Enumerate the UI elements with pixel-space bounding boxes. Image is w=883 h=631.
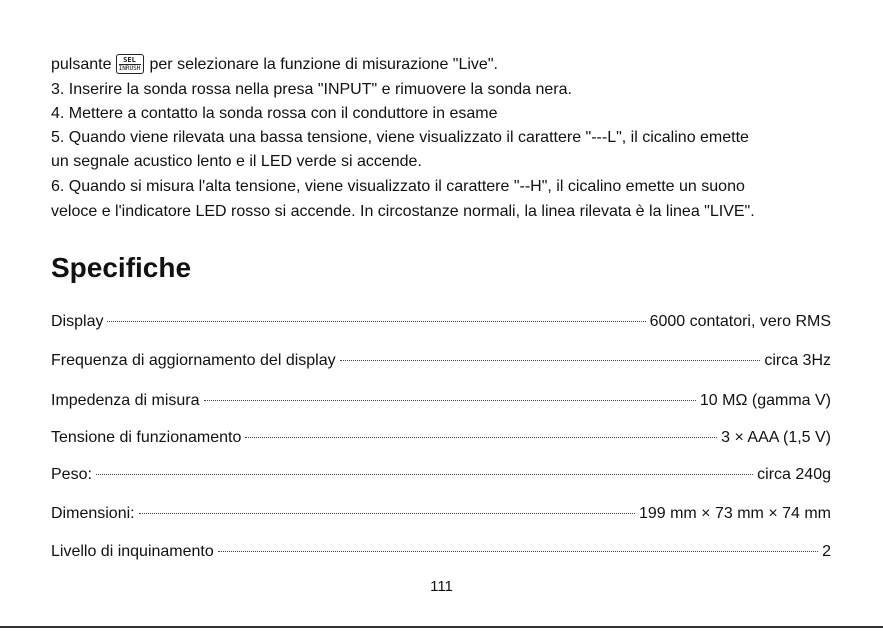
instruction-step-6-cont: veloce e l'indicatore LED rosso si accende. In circostanze normali, la linea rilevata è la linea "LIVE". [51,203,755,220]
spec-label: Frequenza di aggiornamento del display [51,352,336,369]
dot-leader [340,360,761,361]
dot-leader [218,551,818,552]
dot-leader [107,321,645,322]
sel-inrush-key-icon: SEL INRUSH [116,54,144,74]
spec-value: 199 mm × 73 mm × 74 mm [638,505,831,522]
dot-leader [245,437,717,438]
spec-row-display [51,311,831,333]
spec-row-dimensions [51,503,831,525]
spec-value: circa 3Hz [764,352,831,369]
instruction-step-4: 4. Mettere a contatto la sonda rossa con il conduttore in esame [51,105,498,122]
spec-label: Peso: [51,466,92,483]
spec-value: 10 MΩ (gamma V) [699,392,831,409]
spec-label: Display [51,313,104,330]
spec-label: Impedenza di misura [51,392,200,409]
dot-leader [96,474,753,475]
dot-leader [139,513,635,514]
instruction-text: pulsante [51,56,112,73]
spec-label: Dimensioni: [51,505,135,522]
instruction-text: per selezionare la funzione di misurazione "Live". [149,56,498,73]
dot-leader [204,400,696,401]
instruction-step-3: 3. Inserire la sonda rossa nella presa "INPUT" e rimuovere la sonda nera. [51,81,572,98]
instruction-line-1 [51,53,841,77]
spec-value: circa 240g [757,466,831,483]
spec-value: 6000 contatori, vero RMS [649,313,831,330]
spec-label: Tensione di funzionamento [51,429,242,446]
page-number: 111 [430,578,453,595]
spec-value: 2 [822,543,831,560]
instruction-step-5-cont: un segnale acustico lento e il LED verde si accende. [51,153,422,170]
spec-row-voltage [51,427,831,449]
spec-row-weight [51,464,831,486]
spec-row-impedance [51,390,831,412]
spec-value: 3 × AAA (1,5 V) [721,429,831,446]
spec-row-refresh-rate [51,350,831,372]
instruction-step-6: 6. Quando si misura l'alta tensione, viene visualizzato il carattere "--H", il cicalino emette un suono [51,178,745,195]
spec-label: Livello di inquinamento [51,543,214,560]
section-title: Specifiche [51,252,192,283]
bottom-divider [0,626,883,628]
instruction-step-5: 5. Quando viene rilevata una bassa tensione, viene visualizzato il carattere "---L", il cicalino emette [51,129,749,146]
spec-row-pollution [51,541,831,563]
